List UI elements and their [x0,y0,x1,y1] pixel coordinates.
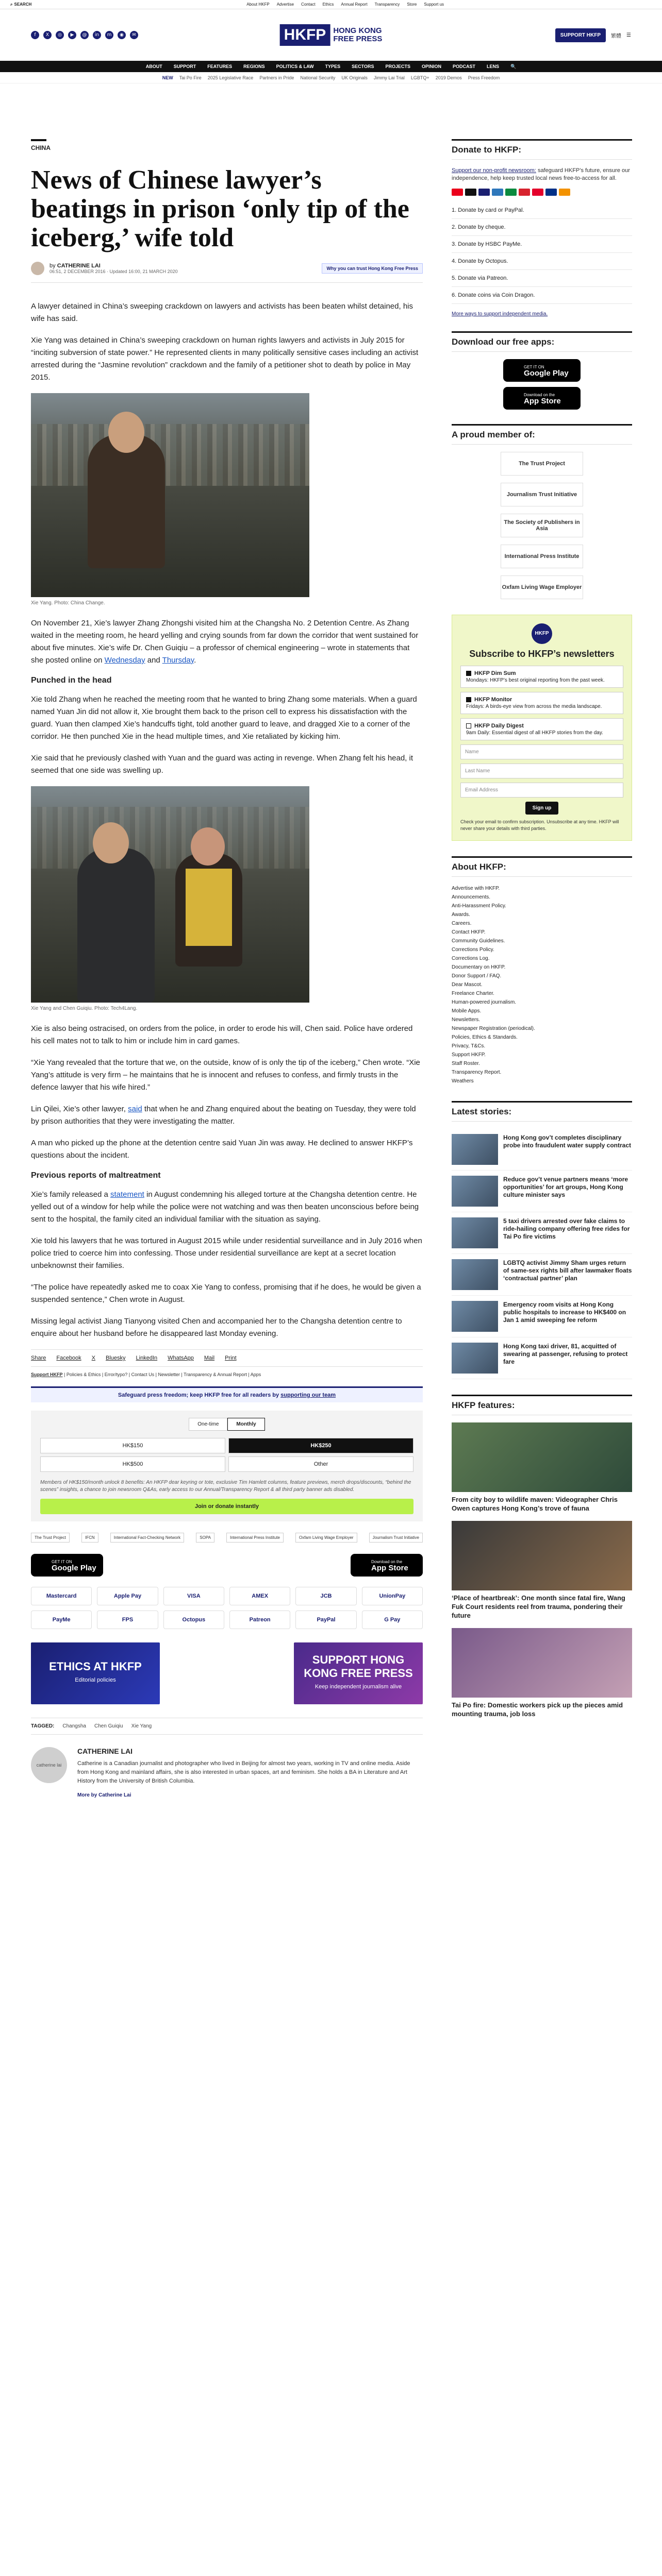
feature-story[interactable]: ‘Place of heartbreak’: One month since fatal fire, Wang Fuk Court residents reel from trauma, pondering their future [452,1521,632,1620]
unionpay-icon[interactable]: UnionPay [362,1587,423,1605]
nav-projects[interactable]: PROJECTS [385,64,410,69]
latest-stories [452,1129,632,1379]
logo-line-1: HONG KONG [333,26,382,35]
share-bar [31,1349,423,1367]
newsletter-title: Subscribe to HKFP’s newsletters [469,649,615,659]
toplink-advertise[interactable]: Advertise [276,2,294,7]
search-label: SEARCH [14,2,32,7]
support-links: Support HKFP | Policies & Ethics | Error/typo? | Contact Us | Newsletter | Transparency & Annual Report | Apps [31,1372,261,1377]
search-icon: ⌕ [10,2,13,7]
member-trust-project[interactable]: The Trust Project [501,452,583,476]
subheading: Punched in the head [31,676,112,685]
share-x[interactable]: X [91,1355,96,1361]
newsletter-email-input[interactable]: Email Address [460,783,623,798]
about-list [452,884,632,1086]
jcb-icon [505,189,517,196]
byline [31,262,423,283]
newsletter-option-dim-sum[interactable]: HKFP Dim Sum Mondays: HKFP’s best original reporting from the past week. [460,666,623,688]
x-icon[interactable]: X [43,31,52,39]
member-logos-row [31,1533,423,1543]
apple-pay-icon[interactable]: Apple Pay [97,1587,158,1605]
trending-item[interactable]: Jimmy Lai Trial [373,75,405,80]
author-box [31,1747,423,1798]
story-thumbnail [452,1134,498,1165]
patreon-icon[interactable]: Patreon [229,1611,290,1629]
feature-image [452,1628,632,1698]
threads-icon[interactable]: @ [80,31,89,39]
nav-search-icon[interactable]: 🔍 [510,63,517,69]
support-team-link[interactable]: supporting our team [280,1392,336,1398]
latest-story[interactable]: 5 taxi drivers arrested over fake claims to ride-hailing company offering free rides for Tai Po fire victims [452,1212,632,1254]
promo-row [31,1642,423,1704]
error-typo-link[interactable]: Error/typo? [104,1372,128,1377]
youtube-icon[interactable]: ▶ [68,31,76,39]
membership-note: Members of HK$150/month unlock 8 benefits: An HKFP dear keyring or tote, exclusive Tim Hamlett columns, feature previews, merch drops/discounts, “behind the scenes” insights, a chance to join newsroom Q&As, early access to our Annual/Transparency Report & all third party banner ads disabled. [40,1480,411,1493]
header-actions [555,28,631,42]
donate-widget [31,1411,423,1521]
about-item[interactable]: Privacy, T&Cs. [452,1043,486,1049]
mastodon-icon[interactable]: m [105,31,113,39]
article-category[interactable]: CHINA [31,144,51,151]
octopus-icon[interactable]: Octopus [163,1611,224,1629]
visa-icon[interactable]: VISA [163,1587,224,1605]
newsletter-note: Check your email to confirm subscription. Unsubscribe at any time. HKFP will never share your details with third parties. [460,819,619,831]
trust-badge[interactable]: Why you can trust Hong Kong Free Press [322,263,423,274]
logo-name [333,27,382,43]
feature-image [452,1521,632,1590]
share-bluesky[interactable]: Bluesky [106,1355,126,1361]
about-item[interactable]: Community Guidelines. [452,938,505,944]
author-bio: Catherine is a Canadian journalist and photographer who lived in Beijing for almost two years, working in TV and online media. Aside from Hong Kong and mainland affairs, she is also interested in urban spaces, art and feminism. She holds a BA in Literature and Art History from the University of British Columbia. [77,1760,410,1784]
story-thumbnail [452,1176,498,1207]
toplink-contact[interactable]: Contact [301,2,316,7]
newsletter-lastname-input[interactable]: Last Name [460,764,623,778]
nav-opinion[interactable]: OPINION [421,64,441,69]
instagram-icon[interactable]: ◎ [56,31,64,39]
nav-features[interactable]: FEATURES [207,64,233,69]
support-hkfp-button[interactable]: SUPPORT HKFP [555,28,606,42]
about-item[interactable]: Anti-Harassment Policy. [452,903,506,909]
site-header [0,9,662,61]
about-item[interactable]: Careers. [452,921,472,926]
amount-options [40,1438,413,1472]
social-links [31,31,138,39]
mastercard-icon [452,189,463,196]
about-item[interactable]: Transparency Report. [452,1070,502,1075]
unionpay-icon [519,189,530,196]
apple-pay-icon [465,189,476,196]
nav-support[interactable]: SUPPORT [173,64,196,69]
fps-icon[interactable]: FPS [97,1611,158,1629]
tag-link[interactable]: Xie Yang [131,1723,152,1729]
donate-method[interactable]: 4. Donate by Octopus. [452,253,632,270]
facebook-icon[interactable]: f [31,31,39,39]
nav-sectors[interactable]: SECTORS [352,64,374,69]
apps-title: Download our free apps: [452,331,632,352]
member-oxfam[interactable]: Oxfam Living Wage Employer [501,575,583,599]
about-item[interactable]: Freelance Charter. [452,991,494,996]
policies-link[interactable]: Policies & Ethics [66,1372,101,1377]
donate-method[interactable]: 6. Donate coins via Coin Dragon. [452,287,632,304]
trending-item[interactable]: Partners in Pride [259,75,294,80]
app-store-button[interactable]: Download on the App Store [351,1554,423,1577]
member-jti[interactable]: Journalism Trust Initiative [501,483,583,506]
features-title: HKFP features: [452,1395,632,1415]
about-item[interactable]: Contact HKFP. [452,929,486,935]
member-sopa[interactable]: The Society of Publishers in Asia [501,514,583,537]
trending-item[interactable]: UK Originals [341,75,368,80]
newsletter-link[interactable]: Newsletter [158,1372,180,1377]
google-play-button[interactable]: GET IT ON Google Play [31,1554,103,1577]
search-toggle[interactable] [10,2,31,7]
about-item[interactable]: Newsletters. [452,1017,481,1023]
tag-link[interactable]: Chen Guiqiu [94,1723,123,1729]
octopus-icon [559,189,570,196]
support-banner: Safeguard press freedom; keep HKFP free for all readers by supporting our team [31,1386,423,1402]
newsletter-signup-button[interactable]: Sign up [525,802,559,815]
payme-icon [532,189,543,196]
amount-other[interactable]: Other [228,1456,413,1472]
member-ipi[interactable]: International Press Institute [501,545,583,568]
byline-text [49,263,178,274]
donate-method[interactable]: 3. Donate by HSBC PayMe. [452,236,632,253]
newsletter-option-daily-digest[interactable]: HKFP Daily Digest 9am Daily: Essential digest of all HKFP stories from the day. [460,718,623,740]
article-paragraph: Xie said that he previously clashed with Yuan and the guard was acting in revenge. When Zhang felt his head, it seemed that one side was swelling up. [31,754,413,775]
about-item[interactable]: Policies, Ethics & Standards. [452,1035,518,1040]
nav-lens[interactable]: LENS [487,64,500,69]
email-icon[interactable]: ✉ [130,31,138,39]
share-print[interactable]: Print [225,1355,237,1361]
latest-story[interactable]: Hong Kong taxi driver, 81, acquitted of swearing at passenger, refusing to protect fare [452,1337,632,1379]
photo-xie-yang-chen-guiqiu [31,786,309,1003]
member-list [452,452,632,599]
app-store-row [31,1554,423,1577]
jcb-icon[interactable]: JCB [295,1587,356,1605]
trending-new-badge: NEW [162,75,173,80]
newsletter-box [452,615,632,841]
google-pay-icon[interactable]: G Pay [362,1611,423,1629]
about-item[interactable]: Human-powered journalism. [452,999,517,1005]
article-paragraph: “The police have repeatedly asked me to coax Xie Yang to confess, promising that if he does, he would be given a suspended sentence,” Chen wrote in August. [31,1283,421,1304]
story-thumbnail [452,1217,498,1248]
link-said[interactable]: said [128,1105,142,1113]
article-paragraph: Xie Yang was detained in China’s sweeping crackdown on human rights lawyers and activists in July 2015 for “inciting subversion of state power.” He represented clients in many politically sensitive cases including an activist arrested during the “Jasmine revolution” crackdown and the family of a petitioner shot to death by police in May 2015. [31,336,419,382]
about-item[interactable]: Documentary on HKFP. [452,964,506,970]
site-logo[interactable] [280,24,383,46]
apps-link[interactable]: Apps [250,1372,261,1377]
article-paragraph: Xie told his lawyers that he was tortured in August 2015 while under residential surveillance and in July 2016 when police tried to coerce him into confessing. Those under residential surveillance are kept at a secret location unbeknownst their families. [31,1236,422,1270]
member-title: A proud member of: [452,424,632,445]
payment-methods [31,1587,423,1629]
visa-icon [478,189,490,196]
donate-intro: Support our non-profit newsroom: safeguard HKFP’s future, ensure our independence, help keep trusted local news free-to-access for all. [452,167,630,181]
donate-title: Donate to HKFP: [452,139,632,160]
transparency-link[interactable]: Transparency & Annual Report [184,1372,247,1377]
join-donate-button[interactable]: Join or donate instantly [40,1499,413,1514]
amount-500[interactable]: HK$500 [40,1456,225,1472]
more-by-author-link[interactable]: More by Catherine Lai [77,1792,131,1798]
top-bar [0,0,662,9]
frequency-toggle [40,1418,413,1431]
side-card-icons [452,189,632,196]
support-promo[interactable]: SUPPORT HONG KONG FREE PRESS Keep independent journalism alive [294,1642,423,1704]
article-column [31,139,423,1798]
ethics-promo[interactable]: ETHICS AT HKFP Editorial policies [31,1642,160,1704]
about-item[interactable]: Newspaper Registration (periodical). [452,1026,535,1031]
toplink-annual-report[interactable]: Annual Report [341,2,368,7]
about-item[interactable]: Donor Support / FAQ. [452,973,502,979]
trending-item[interactable]: National Security [300,75,336,80]
amex-icon[interactable]: AMEX [229,1587,290,1605]
main-nav [0,61,662,72]
share-whatsapp[interactable]: WhatsApp [168,1355,194,1361]
about-item[interactable]: Mobile Apps. [452,1008,482,1014]
amount-250[interactable]: HK$250 [228,1438,413,1453]
amount-150[interactable]: HK$150 [40,1438,225,1453]
trending-item[interactable]: 2019 Demos [435,75,462,80]
article-paragraph: “Xie Yang revealed that the torture that we, on the outside, know of is only the tip of the iceberg,” Chen wrote. “Xie Yang’s attitude is very firm – he maintains that he is innocent and refuses to confess, and firmly trusts in the defence lawyer that his wife hired.” [31,1058,420,1092]
link-statement[interactable]: statement [110,1190,144,1199]
linkedin-icon[interactable]: in [93,31,101,39]
newsletter-logo: HKFP [532,623,552,644]
member-logo[interactable]: The Trust Project [31,1533,70,1543]
tags-label: TAGGED: [31,1723,55,1729]
checkbox-checked-icon[interactable] [466,671,471,676]
share-facebook[interactable]: Facebook [56,1355,81,1361]
article-paragraph: Lin Qilei, Xie’s other lawyer, said that when he and Zhang enquired about the beating on Tuesday, they were told by prison authorities that they were investigating the matter. [31,1105,416,1126]
latest-title: Latest stories: [452,1101,632,1122]
story-thumbnail [452,1301,498,1332]
tag-link[interactable]: Changsha [62,1723,86,1729]
toplink-about[interactable]: About HKFP [246,2,270,7]
about-title: About HKFP: [452,856,632,877]
feature-story[interactable]: Tai Po fire: Domestic workers pick up the pieces amid mounting trauma, job loss [452,1628,632,1718]
share-mail[interactable]: Mail [204,1355,215,1361]
sidebar-google-play-button[interactable]: GET IT ON Google Play [503,359,581,382]
author-name[interactable]: CATHERINE LAI [57,263,101,269]
donate-method[interactable]: 2. Donate by cheque. [452,219,632,236]
latest-story[interactable]: Emergency room visits at Hong Kong public hospitals to increase to HK$400 on Jan 1 amid sweeping fee reform [452,1296,632,1337]
about-item[interactable]: Weathers [452,1078,474,1084]
trending-item[interactable]: Press Freedom [468,75,500,80]
toplink-support[interactable]: Support us [424,2,444,7]
photo-caption: Xie Yang and Chen Guiqiu. Photo: Tech4Lang. [31,1006,138,1011]
sidebar [452,139,632,1726]
amex-icon [492,189,503,196]
share-label: Share [31,1355,46,1361]
about-item[interactable]: Announcements. [452,894,491,900]
about-item[interactable]: Corrections Policy. [452,947,494,953]
hamburger-menu-icon[interactable]: ☰ [626,32,631,38]
author-box-avatar[interactable]: catherine lai [31,1747,67,1783]
author-box-name[interactable]: CATHERINE LAI [77,1747,133,1755]
trending-item[interactable]: 2025 Legislative Race [207,75,254,80]
latest-story[interactable]: LGBTQ activist Jimmy Sham urges return of same-sex rights bill after lawmaker floats ‘contractual partner’ plan [452,1254,632,1296]
latest-story[interactable]: Hong Kong gov’t completes disciplinary probe into fraudulent water supply contract [452,1129,632,1171]
donate-methods [452,202,632,304]
toplink-transparency[interactable]: Transparency [374,2,400,7]
link-wednesday[interactable]: Wednesday [104,656,145,665]
about-item[interactable]: Support HKFP. [452,1052,486,1058]
freq-monthly[interactable]: Monthly [227,1418,264,1431]
newsletter-option-monitor[interactable]: HKFP Monitor Fridays: A birds-eye view from across the media landscape. [460,692,623,714]
byline-by: by [49,263,56,269]
trending-item[interactable]: LGBTQ+ [410,75,429,80]
rss-icon[interactable]: ◉ [118,31,126,39]
language-switch[interactable]: 繁體 [611,33,622,39]
checkbox-unchecked-icon[interactable] [466,723,471,728]
nav-politics-law[interactable]: POLITICS & LAW [276,64,314,69]
tags-bar [31,1718,423,1735]
payme-icon[interactable]: PayMe [31,1611,92,1629]
newsletter-name-input[interactable]: Name [460,744,623,759]
photo-caption: Xie Yang. Photo: China Change. [31,600,105,606]
story-thumbnail [452,1259,498,1290]
top-links [246,2,444,7]
article-paragraph: Xie is also being ostracised, on orders from the police, in order to erode his will, Chen said. Police have ordered his cell mates not to talk to him or include him in card games. [31,1024,413,1045]
about-item[interactable]: Corrections Log. [452,956,490,961]
nav-types[interactable]: TYPES [325,64,341,69]
logo-mark: HKFP [280,24,330,46]
link-thursday[interactable]: Thursday [162,656,194,665]
nav-about[interactable]: ABOUT [145,64,162,69]
toplink-ethics[interactable]: Ethics [322,2,334,7]
about-item[interactable]: Dear Mascot. [452,982,483,988]
feature-image [452,1422,632,1492]
trending-item[interactable]: Tai Po Fire [179,75,202,80]
category-rule [31,139,46,141]
member-logo[interactable]: International Fact-Checking Network [110,1533,184,1543]
article-headline: News of Chinese lawyer’s beatings in prison ‘only tip of the iceberg,’ wife told [31,165,409,252]
member-logo[interactable]: Oxfam Living Wage Employer [295,1533,357,1543]
donate-method[interactable]: 5. Donate via Patreon. [452,270,632,287]
article-paragraph: On November 21, Xie’s lawyer Zhang Zhongshi visited him at the Changsha No. 2 Detention Centre. As Zhang waited in the meeting room, he heard yelling and crying sounds from far down the corridor that went sustained for about five minutes. Xie’s wife Dr. Chen Guiqiu – a professor of chemical engineering – wrote in statements that she posted online on Wednesday and Thursday. [31,619,419,665]
article-paragraph: A lawyer detained in China’s sweeping crackdown on lawyers and activists has been beaten whilst detained, his wife has said. [31,302,413,323]
story-thumbnail [452,1343,498,1374]
photo-xie-yang [31,393,309,597]
article-paragraph: Missing legal activist Jiang Tianyong visited Chen and accompanied her to the Changsha detention centre to enquire about her husband before he disappeared last Monday evening. [31,1317,402,1338]
donate-method[interactable]: 1. Donate by card or PayPal. [452,202,632,219]
author-avatar [31,262,44,275]
latest-story[interactable]: Reduce gov’t venue partners means ‘more opportunities’ for art groups, Hong Kong culture minister says [452,1171,632,1212]
sidebar-app-store-button[interactable]: Download on the App Store [503,387,581,410]
paypal-icon [545,189,557,196]
contact-link[interactable]: Contact Us [131,1372,155,1377]
member-logo[interactable]: SOPA [196,1533,214,1543]
member-logo[interactable]: IFCN [81,1533,98,1543]
article-dates: 06:51, 2 DECEMBER 2016 · Updated 16:00, 21 MARCH 2020 [49,269,178,274]
toplink-store[interactable]: Store [407,2,417,7]
about-item[interactable]: Staff Roster. [452,1061,480,1066]
share-linkedin[interactable]: LinkedIn [136,1355,158,1361]
more-ways-link[interactable]: More ways to support independent media. [452,311,548,317]
member-logo[interactable]: Journalism Trust Initiative [369,1533,423,1543]
nav-podcast[interactable]: PODCAST [453,64,476,69]
paypal-icon[interactable]: PayPal [295,1611,356,1629]
checkbox-checked-icon[interactable] [466,697,471,702]
about-item[interactable]: Awards. [452,912,470,918]
article-paragraph: Xie’s family released a statement in August condemning his alleged torture at the Changsha detention centre. He yelled out of a window for help while the police were not watching and was then beaten unconscious before being sent to the hospital, the family cited an individual familiar with the situation as saying. [31,1190,419,1224]
mastercard-icon[interactable]: Mastercard [31,1587,92,1605]
trending-bar [0,72,662,83]
subheading: Previous reports of maltreatment [31,1171,161,1180]
article-paragraph: Xie told Zhang when he reached the meeting room that he wanted to bring Zhang some materials. When a guard named Yuan Jin did not allow it, Xie brought them back to the prison cell to express his dissatisfaction with the guard. Yuan then clamped Xie’s handcuffs tight, told another guard to leave, and dragged Xie to a corner of the corridor. He then punched Xie in the head multiple times, and Xie retaliated by kicking him. [31,695,417,741]
member-logo[interactable]: International Press Institute [226,1533,284,1543]
about-item[interactable]: Advertise with HKFP. [452,886,500,891]
freq-one-time[interactable]: One-time [189,1418,227,1431]
feature-story[interactable]: From city boy to wildlife maven: Videographer Chris Owen captures Hong Kong’s trove of fauna [452,1422,632,1513]
logo-line-2: FREE PRESS [333,35,383,43]
nav-regions[interactable]: REGIONS [243,64,265,69]
article-paragraph: A man who picked up the phone at the detention centre said Yuan Jin was away. He declined to answer HKFP’s questions about the incident. [31,1139,413,1160]
support-hkfp-link[interactable]: Support HKFP [31,1372,63,1377]
